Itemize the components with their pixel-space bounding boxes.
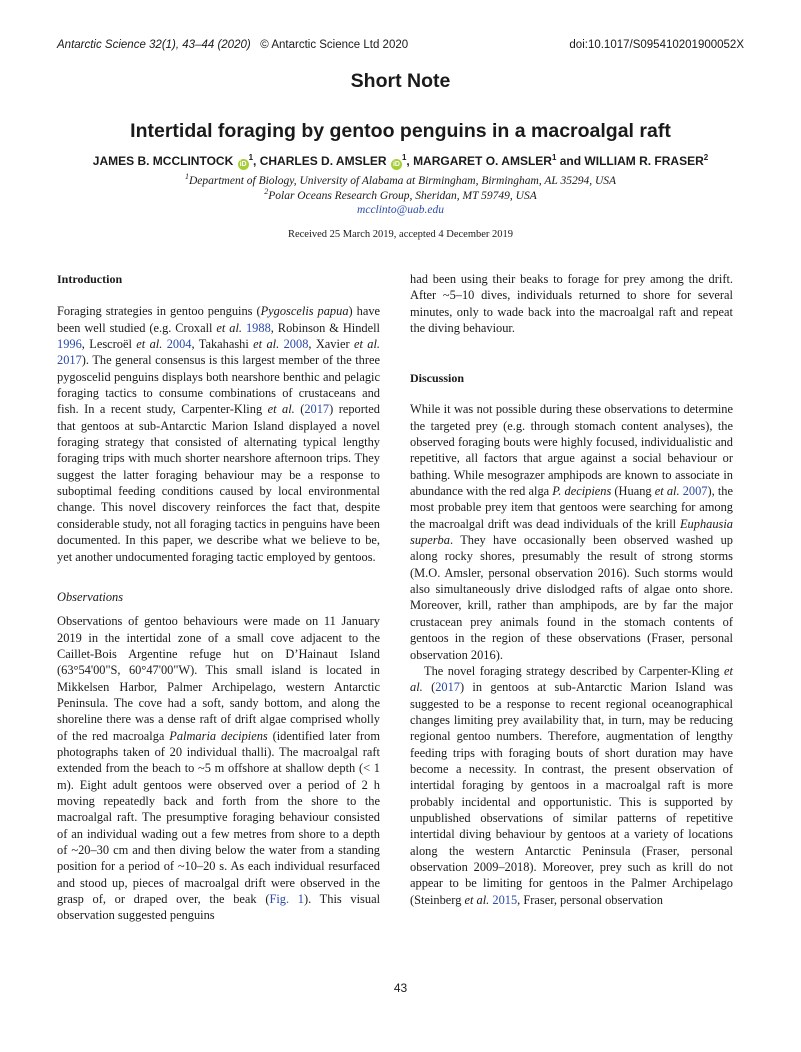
- citation-link[interactable]: 2017: [435, 680, 460, 695]
- right-column: [410, 271, 733, 908]
- affiliations: [0, 174, 801, 218]
- author-affiliation-ref: 2: [703, 153, 709, 162]
- journal-header: [57, 39, 408, 51]
- orcid-icon[interactable]: iD: [392, 161, 400, 168]
- citation-link[interactable]: 2017: [304, 402, 330, 417]
- citation-link[interactable]: 1996: [57, 337, 82, 352]
- author-name: WILLIAM R. FRASER: [584, 154, 704, 168]
- citation-link[interactable]: 2004: [166, 337, 192, 352]
- article-type: Short Note: [350, 70, 451, 92]
- author-affiliation-ref: 1: [401, 153, 407, 162]
- section-heading-discussion: Discussion: [410, 371, 465, 385]
- left-column: [57, 271, 380, 924]
- page-number: 43: [393, 981, 408, 995]
- citation-link[interactable]: 1988: [245, 320, 271, 335]
- article-title: Intertidal foraging by gentoo penguins in a macroalgal raft: [130, 120, 671, 142]
- received-dates: Received 25 March 2019, accepted 4 December 2019: [287, 229, 514, 240]
- citation-link[interactable]: 2017: [57, 353, 82, 368]
- citation-link[interactable]: 2007: [682, 484, 708, 499]
- orcid-icon[interactable]: iD: [239, 161, 247, 168]
- author-name: JAMES B. MCCLINTOCK: [92, 154, 234, 168]
- author-affiliation-ref: 1: [551, 153, 557, 162]
- figure-link[interactable]: Fig. 1: [269, 892, 304, 907]
- section-heading-introduction: Introduction: [57, 272, 123, 286]
- affiliation: $^2$Polar Oceans Research Group, Sheridan, MT 59749, USA: [264, 186, 537, 202]
- introduction-paragraph: Foraging strategies in gentoo penguins (Pygoscelis papua) have been well studied (e.g. Croxall et al. 1988, Robinson & Hindell 1996, Lescroël et al. 2004, Takahashi et al. 2008, Xavier et al. 2017). The general consensus is this largest member of the three pygoscelid penguins displays both nearshore benthic and pelagic foraging tactics to consume combinations of crustaceans and fish. In a recent study, Carpenter-Kling et al. (2017) reported that gentoos at sub-Antarctic Marion Island displayed a novel foraging strategy that consisted of alternating typical lengthy foraging trips with much shorter nearshore afternoon trips. They suggest the latter foraging behaviour may be a response to suboptimal feeding conditions caused by local environmental change. This novel discovery reinforces the fact that, despite considerable study, not all foraging tactics in penguins have been documented. In this paper, we describe what we believe to be, yet another undocumented foraging tactic employed by gentoos.: [57, 304, 381, 564]
- section-heading-observations: Observations: [57, 589, 124, 604]
- author-affiliation-ref: 1: [248, 153, 254, 162]
- author-list: JAMES B. MCCLINTOCK $iD^1$, CHARLES D. AMSLER $iD^1$, MARGARET O. AMSLER$^1$ and WILLIAM R. FRASER$^2$: [92, 153, 709, 168]
- discussion-paragraph: While it was not possible during these observations to determine the targeted prey (e.g. through stomach content analyses), the observed foraging bouts were highly focused, individualistic and repetitive, all factors that argue against a social behaviour or bathing. While mesograzer amphipods are known to associate in abundance with the red alga P. decipiens (Huang et al. 2007), the most probable prey item that gentoos were searching for among the macroalgal drift was dead individuals of the krill Euphausia superba. They have occasionally been observed washed up along rocky shores, presumably the result of strong storms (M.O. Amsler, personal observation 2016). Such storms would also simultaneously drive dislodged rafts of algae onto shore. Moreover, krill, rather than amphipods, are by far the major crustacean prey animals found in the stomach contents of gentoos in the region of these observations (Fraser, personal observation 2016).: [410, 402, 733, 662]
- observations-paragraph-continued: had been using their beaks to forage for prey among the drift. After ~5–10 dives, individuals returned to shore for several minutes, only to wade back into the macroalgal raft and repeat the diving behaviour.: [410, 272, 733, 336]
- email-link[interactable]: mcclinto@uab.edu: [357, 204, 444, 216]
- copyright: © Antarctic Science Ltd 2020: [260, 39, 409, 51]
- citation-link[interactable]: 2008: [283, 337, 309, 352]
- citation-link[interactable]: 2015: [492, 892, 518, 907]
- observations-paragraph: Observations of gentoo behaviours were made on 11 January 2019 in the intertidal zone of a small cove adjacent to the Caillet-Bois Argentine refuge hut on D’Hainaut Island (63°54'00"S, 60°47'00"W). This small island is located in Mikkelsen Harbor, Palmer Archipelago, western Antarctic Peninsula. The cove had a soft, sandy bottom, and along the shoreline there was a dense raft of drift algae comprised wholly of the red macroalga Palmaria decipiens (identified later from photographs taken of 20 individual thalli). The macroalgal raft extended from the beach to ~5 m offshore at shallow depth (< 1 m). Eight adult gentoos were observed over a period of 2 h moving repeatedly back and forth from the shore to the macroalgal raft. The presumptive foraging behaviour consisted of an individual wading out a few metres from shore to a depth of ~20–30 cm and then diving below the water from a standing position for a period of ~10–20 s. As each individual resurfaced and stood up, pieces of macroalgal drift were observed in the grasp of, or draped over, the beak (Fig. 1). This visual observation suggested penguins: [57, 614, 381, 923]
- journal-citation: Antarctic Science 32(1), 43–44 (2020): [57, 39, 251, 51]
- author-name: CHARLES D. AMSLER: [259, 154, 387, 168]
- doi: doi:10.1017/S095410201900052X: [569, 39, 744, 51]
- affiliation: $^1$Department of Biology, University of Alabama at Birmingham, Birmingham, AL 35294, USA: [184, 172, 617, 187]
- discussion-paragraph: The novel foraging strategy described by Carpenter-Kling et al. (2017) in gentoos at sub-Antarctic Marion Island was suggested to be a response to recent regional oceanographical changes limiting prey availability that, in turn, may be reducing regional gentoo numbers. Therefore, augmentation of lengthy feeding trips with foraging bouts of short duration may have become a necessity. In contrast, the present observation of intertidal foraging by gentoos in a macroalgal raft is more probably incidental and opportunistic. This is supported by unpublished observations of similar patterns of repetitive intertidal diving behaviour by gentoos at a variety of locations along the western Antarctic Peninsula (Fraser, personal observation 2009–2018). Moreover, prey such as krill do not appear to be limiting for gentoos in the Palmer Archipelago (Steinberg et al. 2015, Fraser, personal observation: [410, 663, 733, 907]
- author-name: MARGARET O. AMSLER: [413, 154, 552, 168]
